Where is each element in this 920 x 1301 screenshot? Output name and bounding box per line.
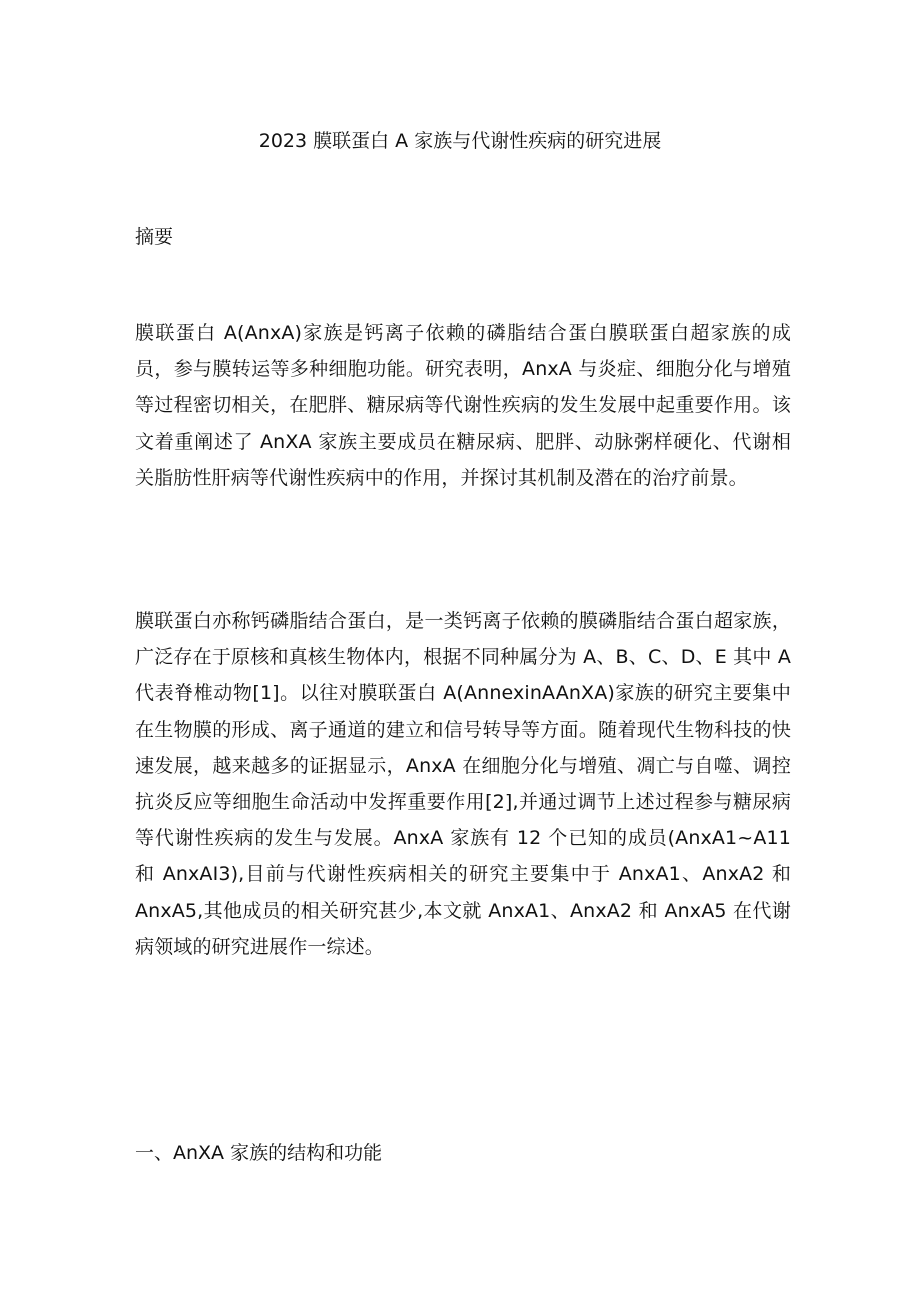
abstract-paragraph: 膜联蛋白 A(AnxA)家族是钙离子依赖的磷脂结合蛋白膜联蛋白超家族的成员，参与膜转运等多种细胞功能。研究表明，AnxA 与炎症、细胞分化与增殖等过程密切相关，在肥胖、糖尿病等代谢性疾病的发生发展中起重要作用。该文着重阐述了 AnXA 家族主要成员在糖尿病、肥胖、动脉粥样硬化、代谢相关脂肪性肝病等代谢性疾病中的作用，并探讨其机制及潜在的治疗前景。 bbox=[135, 322, 791, 489]
section-heading: 一、AnXA 家族的结构和功能 bbox=[135, 1142, 383, 1164]
document-title: 2023 膜联蛋白 A 家族与代谢性疾病的研究进展 bbox=[258, 130, 662, 152]
intro-paragraph: 膜联蛋白亦称钙磷脂结合蛋白，是一类钙离子依赖的膜磷脂结合蛋白超家族，广泛存在于原核和真核生物体内，根据不同种属分为 A、B、C、D、E 其中 A 代表脊椎动物[1]。以往对膜联蛋白 A(AnnexinAAnXA)家族的研究主要集中在生物膜的形成、离子通道的建立和信号转导等方面。随着现代生物科技的快速发展，越来越多的证据显示，AnxA 在细胞分化与增殖、凋亡与自噬、调控抗炎反应等细胞生命活动中发挥重要作用[2],并通过调节上述过程参与糖尿病等代谢性疾病的发生与发展。AnxA 家族有 12 个已知的成员(AnxA1~A11 和 AnxAI3),目前与代谢性疾病相关的研究主要集中于 AnxA1、AnxA2 和 AnxA5,其他成员的相关研究甚少,本文就 AnxA1、AnxA2 和 AnxA5 在代谢病领域的研究进展作一综述。 bbox=[135, 610, 791, 958]
abstract-heading: 摘要 bbox=[135, 226, 174, 248]
